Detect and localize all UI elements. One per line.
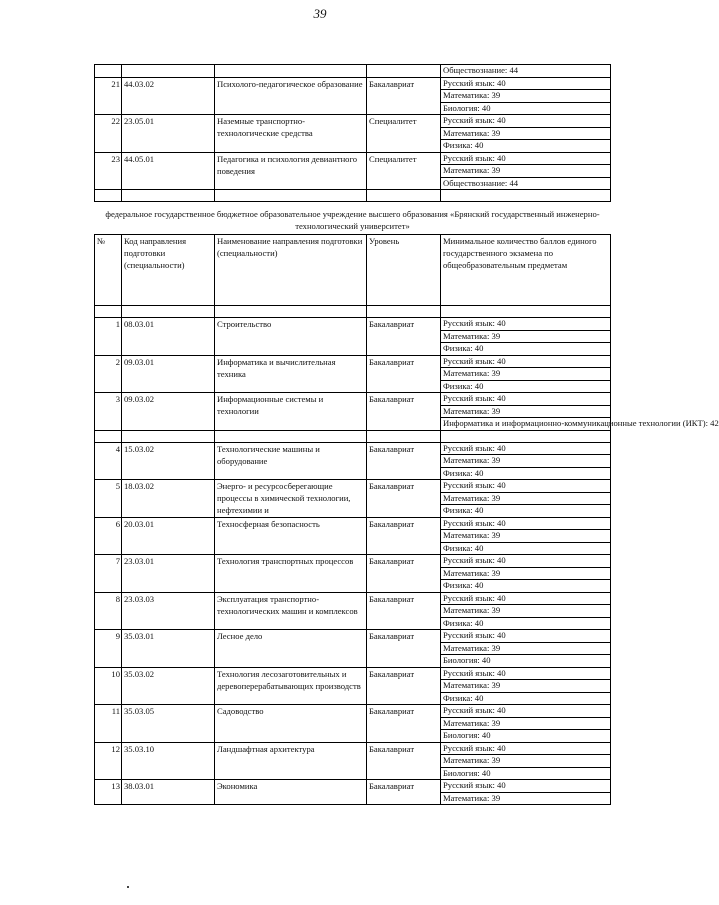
subject-score: Математика: 39 xyxy=(441,405,611,418)
row-code: 09.03.01 xyxy=(122,355,215,393)
row-name: Психолого-педагогическое образование xyxy=(215,77,367,115)
subject-score: Русский язык: 40 xyxy=(441,592,611,605)
row-number: 8 xyxy=(95,592,122,630)
subject-score: Математика: 39 xyxy=(441,330,611,343)
row-code: 23.03.03 xyxy=(122,592,215,630)
table-main-section xyxy=(95,318,719,805)
row-code: 09.03.02 xyxy=(122,393,215,431)
row-level: Бакалавриат xyxy=(367,355,441,393)
row-level: Бакалавриат xyxy=(367,480,441,518)
subject-score: Информатика и информационно-коммуникационные технологии (ИКТ): 42 xyxy=(441,418,611,431)
subject-score: Математика: 39 xyxy=(441,792,611,805)
subject-score: Обществознание: 44 xyxy=(441,177,611,190)
row-number: 1 xyxy=(95,318,122,356)
subject-score: Математика: 39 xyxy=(441,680,611,693)
table-row xyxy=(95,630,611,643)
subject-score: Физика: 40 xyxy=(441,380,611,393)
row-name: Экономика xyxy=(215,780,367,805)
subject-score: Математика: 39 xyxy=(441,127,611,140)
subject-score: Русский язык: 40 xyxy=(441,442,611,455)
subject-score: Русский язык: 40 xyxy=(441,630,611,643)
subject-score: Биология: 40 xyxy=(441,767,611,780)
subject-score: Русский язык: 40 xyxy=(441,480,611,493)
table-row xyxy=(95,480,611,493)
row-level: Бакалавриат xyxy=(367,77,441,115)
subject-score: Русский язык: 40 xyxy=(441,115,611,128)
row-number: 21 xyxy=(95,77,122,115)
subject-score: Математика: 39 xyxy=(441,642,611,655)
table-row xyxy=(95,355,611,368)
subject-score: Русский язык: 40 xyxy=(441,780,611,793)
row-number: 9 xyxy=(95,630,122,668)
table-row xyxy=(95,780,611,793)
row-level: Бакалавриат xyxy=(367,592,441,630)
row-name: Информатика и вычислительная техника xyxy=(215,355,367,393)
table-row xyxy=(95,592,611,605)
row-number: 5 xyxy=(95,480,122,518)
subject-score: Физика: 40 xyxy=(441,140,611,153)
subject-score: Русский язык: 40 xyxy=(441,517,611,530)
subject-score: Биология: 40 xyxy=(441,102,611,115)
row-name xyxy=(215,65,367,78)
subject-score: Русский язык: 40 xyxy=(441,355,611,368)
row-code: 08.03.01 xyxy=(122,318,215,356)
row-code: 23.03.01 xyxy=(122,555,215,593)
subject-score: Физика: 40 xyxy=(441,692,611,705)
row-name: Технологические машины и оборудование xyxy=(215,442,367,480)
subject-score: Физика: 40 xyxy=(441,542,611,555)
subject-score: Математика: 39 xyxy=(441,455,611,468)
row-name: Садоводство xyxy=(215,705,367,743)
row-number: 11 xyxy=(95,705,122,743)
row-name: Технология транспортных процессов xyxy=(215,555,367,593)
subject-score: Математика: 39 xyxy=(441,368,611,381)
subject-score: Русский язык: 40 xyxy=(441,77,611,90)
subject-score: Русский язык: 40 xyxy=(441,393,611,406)
row-number: 3 xyxy=(95,393,122,431)
subject-score: Математика: 39 xyxy=(441,165,611,178)
exam-scores-table xyxy=(94,64,719,805)
subject-score: Физика: 40 xyxy=(441,505,611,518)
subject-score: Русский язык: 40 xyxy=(441,705,611,718)
table-row xyxy=(95,742,611,755)
row-code: 38.03.01 xyxy=(122,780,215,805)
subject-score: Математика: 39 xyxy=(441,492,611,505)
row-code: 44.03.02 xyxy=(122,77,215,115)
table-row xyxy=(95,517,611,530)
row-level: Бакалавриат xyxy=(367,780,441,805)
table-row xyxy=(95,705,611,718)
organization-name: федеральное государственное бюджетное образовательное учреждение высшего образования «Брянский государственный инженерно-технологический университет» xyxy=(95,202,611,235)
row-number: 4 xyxy=(95,442,122,480)
subject-score: Русский язык: 40 xyxy=(441,318,611,331)
subject-score: Математика: 39 xyxy=(441,90,611,103)
page-number: 39 xyxy=(313,6,327,21)
header-subjects: Минимальное количество баллов единого государственного экзамена по общеобразовательным предметам xyxy=(441,235,611,306)
row-name: Строительство xyxy=(215,318,367,356)
organization-row xyxy=(95,202,611,235)
subject-score: Математика: 39 xyxy=(441,567,611,580)
row-level: Бакалавриат xyxy=(367,555,441,593)
row-number xyxy=(95,65,122,78)
subject-score: Русский язык: 40 xyxy=(441,742,611,755)
row-level: Бакалавриат xyxy=(367,442,441,480)
row-level: Бакалавриат xyxy=(367,318,441,356)
header-level: Уровень xyxy=(367,235,441,306)
subject-score: Физика: 40 xyxy=(441,467,611,480)
row-name: Ландшафтная архитектура xyxy=(215,742,367,780)
subject-score: Биология: 40 xyxy=(441,655,611,668)
row-code: 15.03.02 xyxy=(122,442,215,480)
row-name: Технология лесозаготовительных и деревоперерабатывающих производств xyxy=(215,667,367,705)
header-name: Наименование направления подготовки (специальности) xyxy=(215,235,367,306)
spacer-row xyxy=(95,430,611,442)
row-level: Бакалавриат xyxy=(367,742,441,780)
row-level: Бакалавриат xyxy=(367,517,441,555)
row-code: 35.03.10 xyxy=(122,742,215,780)
subject-score: Физика: 40 xyxy=(441,617,611,630)
row-level: Специалитет xyxy=(367,152,441,190)
row-number: 6 xyxy=(95,517,122,555)
row-level xyxy=(367,65,441,78)
row-level: Специалитет xyxy=(367,115,441,153)
spacer-row xyxy=(95,306,611,318)
row-number: 23 xyxy=(95,152,122,190)
row-level: Бакалавриат xyxy=(367,667,441,705)
subject-score: Биология: 40 xyxy=(441,730,611,743)
table-row xyxy=(95,318,611,331)
subject-score: Обществознание: 44 xyxy=(441,65,611,78)
row-name: Педагогика и психология девиантного поведения xyxy=(215,152,367,190)
subject-score: Математика: 39 xyxy=(441,755,611,768)
row-number: 2 xyxy=(95,355,122,393)
row-name: Эксплуатация транспортно-технологических машин и комплексов xyxy=(215,592,367,630)
row-level: Бакалавриат xyxy=(367,393,441,431)
header-num: № xyxy=(95,235,122,306)
row-level: Бакалавриат xyxy=(367,630,441,668)
subject-score: Математика: 39 xyxy=(441,717,611,730)
row-name: Энерго- и ресурсосберегающие процессы в химической технологии, нефтехимии и xyxy=(215,480,367,518)
row-code: 18.03.02 xyxy=(122,480,215,518)
row-code: 35.03.01 xyxy=(122,630,215,668)
row-number: 12 xyxy=(95,742,122,780)
row-code: 20.03.01 xyxy=(122,517,215,555)
subject-score: Русский язык: 40 xyxy=(441,667,611,680)
row-name: Лесное дело xyxy=(215,630,367,668)
table-row xyxy=(95,442,611,455)
table-top-section xyxy=(95,65,611,190)
row-name: Наземные транспортно-технологические средства xyxy=(215,115,367,153)
table-row xyxy=(95,77,611,90)
row-number: 10 xyxy=(95,667,122,705)
spacer-row xyxy=(95,190,611,202)
row-number: 13 xyxy=(95,780,122,805)
row-level: Бакалавриат xyxy=(367,705,441,743)
subject-score: Физика: 40 xyxy=(441,580,611,593)
row-code: 35.03.05 xyxy=(122,705,215,743)
row-code xyxy=(122,65,215,78)
table-row xyxy=(95,393,611,406)
row-number: 7 xyxy=(95,555,122,593)
row-name: Информационные системы и технологии xyxy=(215,393,367,431)
table-row xyxy=(95,152,611,165)
subject-score: Русский язык: 40 xyxy=(441,152,611,165)
row-code: 35.03.02 xyxy=(122,667,215,705)
table-row xyxy=(95,65,611,78)
row-number: 22 xyxy=(95,115,122,153)
table-row xyxy=(95,667,611,680)
header-code: Код направления подготовки (специальности) xyxy=(122,235,215,306)
subject-score: Русский язык: 40 xyxy=(441,555,611,568)
row-code: 23.05.01 xyxy=(122,115,215,153)
subject-score: Физика: 40 xyxy=(441,343,611,356)
subject-score: Математика: 39 xyxy=(441,605,611,618)
scan-speck xyxy=(127,886,129,888)
subject-score: Математика: 39 xyxy=(441,530,611,543)
table-header-row xyxy=(95,235,611,306)
row-code: 44.05.01 xyxy=(122,152,215,190)
document-sheet xyxy=(94,64,719,805)
table-row xyxy=(95,115,611,128)
organization-section xyxy=(95,190,611,318)
table-row xyxy=(95,555,611,568)
row-name: Техносферная безопасность xyxy=(215,517,367,555)
